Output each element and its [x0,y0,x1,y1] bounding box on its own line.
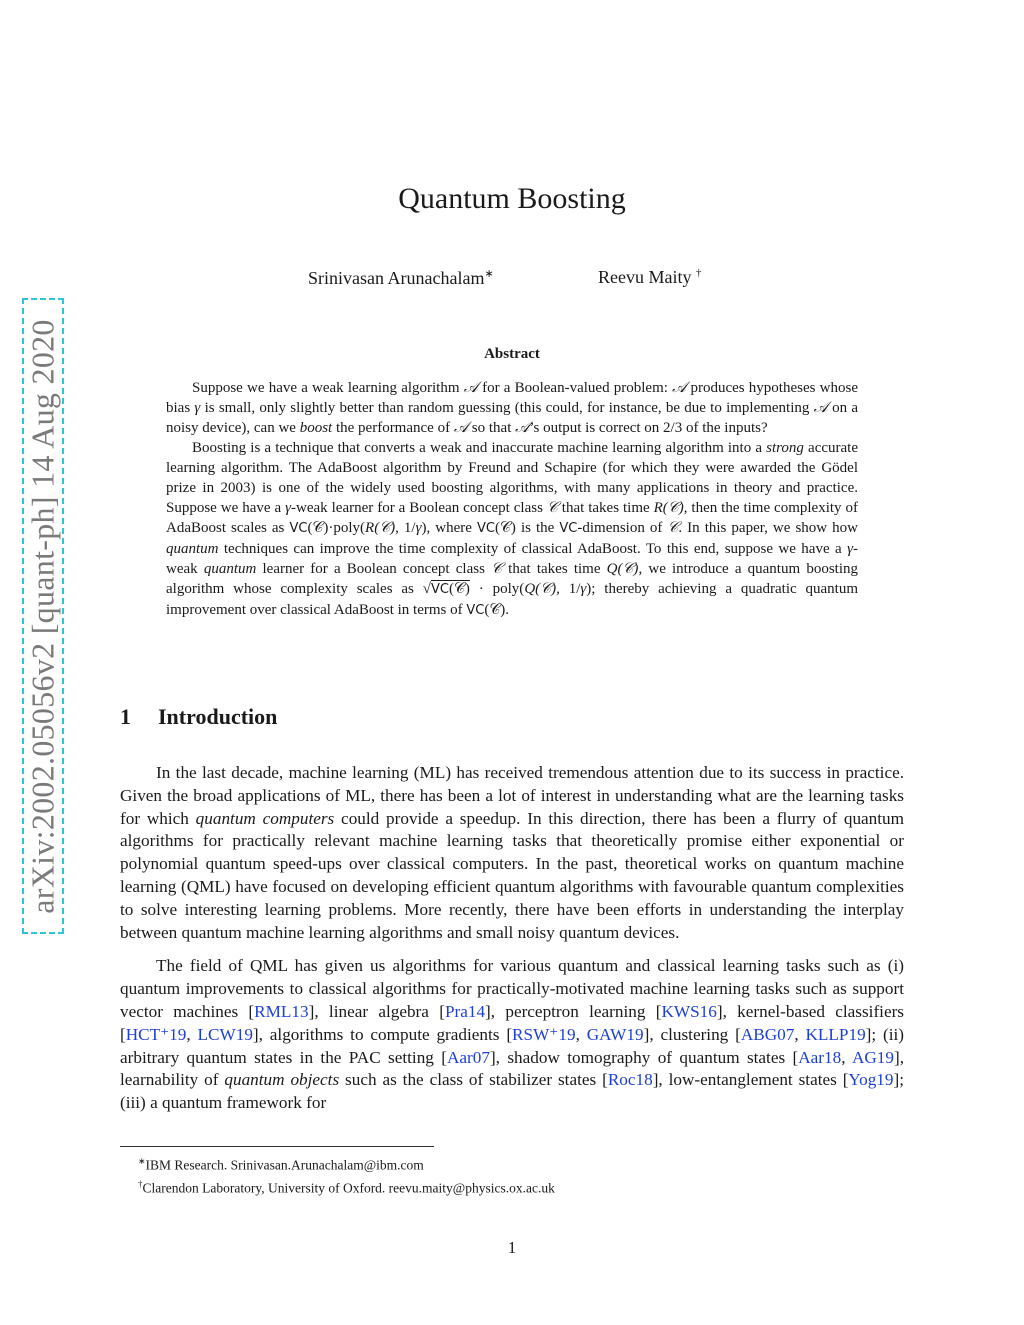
abstract-heading: Abstract [484,346,540,362]
citation-link[interactable]: Aar18 [798,1047,842,1067]
abstract-body [166,378,858,621]
section-title: Introduction [158,704,278,729]
page-number: 1 [507,1238,517,1257]
abstract-paragraph-2: Boosting is a technique that converts a weak and inaccurate machine learning algorithm into a strong accurate learning algorithm. The AdaBoost algorithm by Freund and Schapire (for which they were awarded the Gödel prize in 2003) is one of the widely used boosting algorithms, with many applications in theory and practice. Suppose we have a γ-weak learner for a Boolean concept class 𝒞 that takes time R(𝒞), then the time complexity of AdaBoost scales as VC(𝒞)·poly(R(𝒞), 1/γ), where VC(𝒞) is the VC-dimension of 𝒞. In this paper, we show how quantum techniques can improve the time complexity of classical AdaBoost. To this end, suppose we have a γ-weak quantum learner for a Boolean concept class 𝒞 that takes time Q(𝒞), we introduce a quantum boosting algorithm whose complexity scales as √VC(𝒞) · poly(Q(𝒞), 1/γ); thereby achieving a quadratic quantum improvement over classical AdaBoost in terms of VC(𝒞). [166,440,859,618]
citation-link[interactable]: RSW⁺19 [512,1024,576,1044]
citation-link[interactable]: Aar07 [447,1047,490,1067]
abstract-paragraph-1: Suppose we have a weak learning algorithm 𝒜 for a Boolean-valued problem: 𝒜 produces hypotheses whose bias γ is small, only slightly better than random guessing (this could, for instance, be due to implementing 𝒜 on a noisy device), can we boost the performance of 𝒜 so that 𝒜’s output is correct on 2/3 of the inputs? [166,380,858,436]
section-heading-introduction [120,704,277,730]
footnote-2: †Clarendon Laboratory, University of Oxford. reevu.maity@physics.ox.ac.uk [138,1178,555,1195]
author-1: Srinivasan Arunachalam∗ [308,268,494,288]
body-paragraph-1: In the last decade, machine learning (ML) has received tremendous attention due to its success in practice. Given the broad applications of ML, there has been a lot of interest in understanding what are the learning tasks for which quantum computers could provide a speedup. In this direction, there has been a flurry of quantum algorithms for practically relevant machine learning tasks that theoretically promise either exponential or polynomial quantum speed-ups over classical computers. In the past, theoretical works on quantum machine learning (QML) have focused on developing efficient quantum algorithms with favourable quantum complexities to solve interesting learning problems. More recently, there have been efforts in understanding the interplay between quantum machine learning algorithms and small noisy quantum devices. [120,763,905,942]
citation-link[interactable]: ABG07 [740,1024,795,1044]
citation-link[interactable]: KLLP19 [805,1024,866,1044]
citation-link[interactable]: KWS16 [661,1001,717,1021]
paper-title: Quantum Boosting [398,182,626,215]
section-number: 1 [120,704,131,729]
author-2: Reevu Maity † [598,267,702,287]
citation-link[interactable]: RML13 [254,1001,309,1021]
footnote-rule [120,1146,434,1147]
author-2-footnote-mark: † [695,267,702,279]
citation-link[interactable]: Pra14 [444,1001,486,1021]
citation-link[interactable]: Roc18 [607,1070,653,1090]
author-1-footnote-mark: ∗ [484,268,494,280]
citation-link[interactable]: HCT⁺19 [125,1024,187,1044]
arxiv-identifier-text: arXiv:2002.05056v2 [quant-ph] 14 Aug 2020 [24,318,61,914]
arxiv-identifier-stamp [22,298,64,934]
footnote-1: ∗IBM Research. Srinivasan.Arunachalam@ibm.com [138,1156,424,1173]
citation-link[interactable]: GAW19 [586,1024,644,1044]
citation-link[interactable]: Yog19 [848,1070,894,1090]
citation-link[interactable]: LCW19 [197,1024,253,1044]
footnotes [138,1152,555,1197]
body-paragraph-2: The field of QML has given us algorithms for various quantum and classical learning tasks such as (i) quantum improvements to classical algorithms for practically-motivated machine learning tasks such as support vector machines [RML13], linear algebra [Pra14], perceptron learning [KWS16], kernel-based classifiers [HCT⁺19, LCW19], algorithms to compute gradients [RSW⁺19, GAW19], clustering [ABG07, KLLP19]; (ii) arbitrary quantum states in the PAC setting [Aar07], shadow tomography of quantum states [Aar18, AG19], learnability of quantum objects such as the class of stabilizer states [Roc18], low-entanglement states [Yog19]; (iii) a quantum framework for [120,956,905,1113]
citation-link[interactable]: AG19 [851,1047,894,1067]
introduction-body [120,762,904,1126]
